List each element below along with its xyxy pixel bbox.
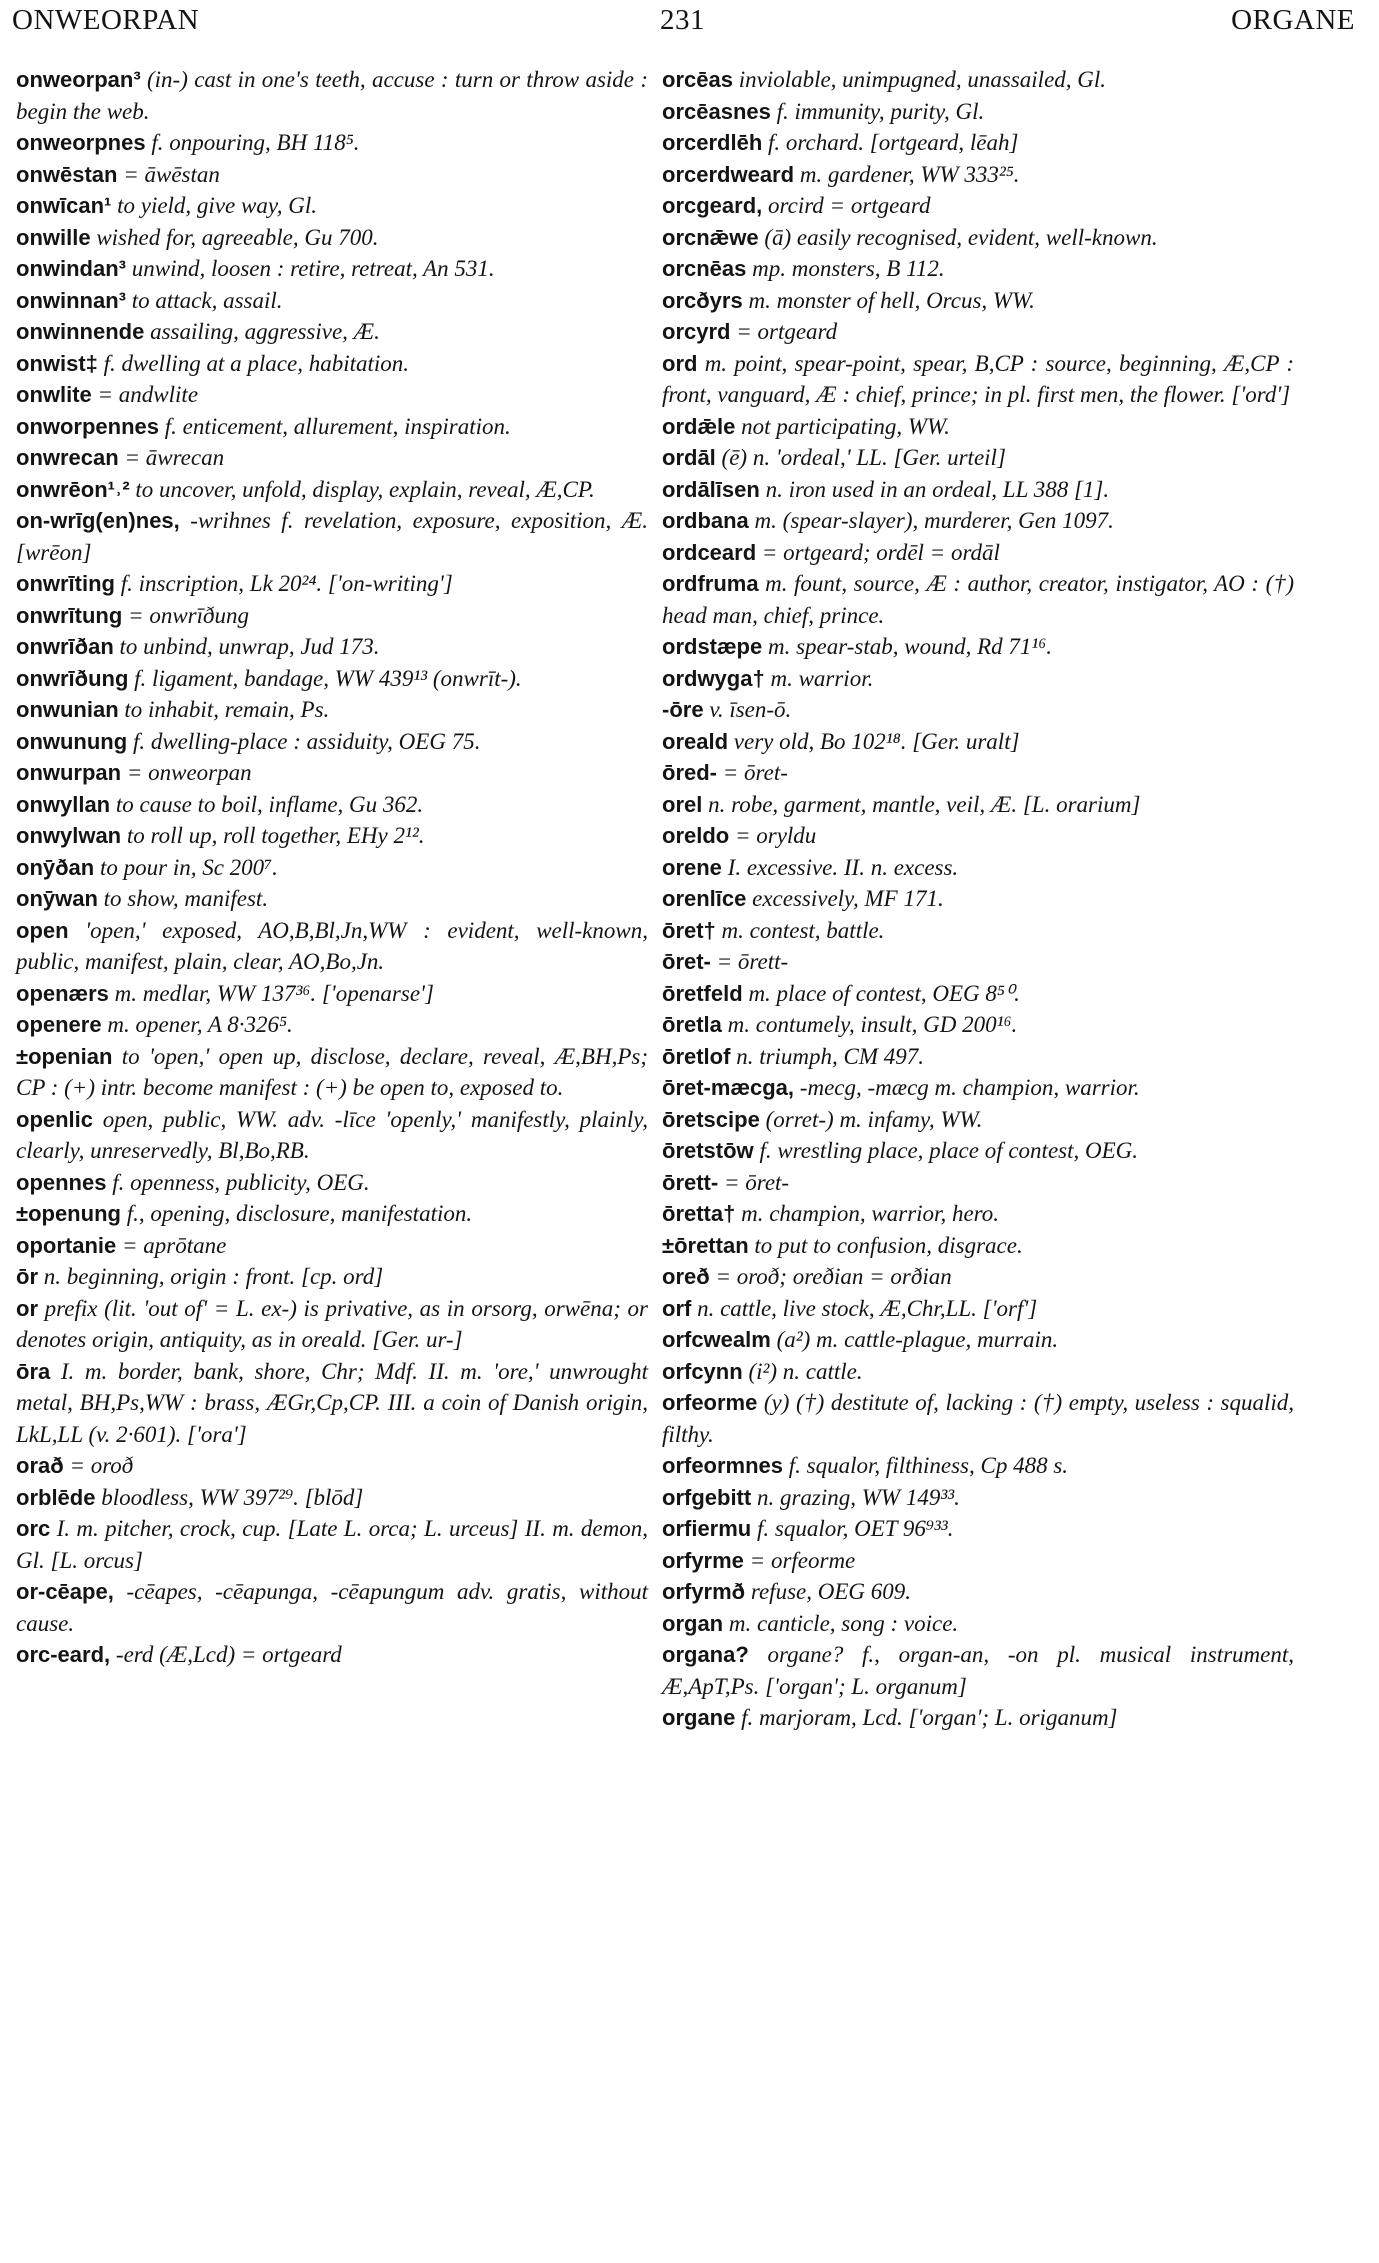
entry-definition: I. m. border, bank, shore, Chr; Mdf. II. m. 'ore,' unwrought metal, BH,Ps,WW : brass, ÆGr,Cp,CP. III. a coin of Danish origin, LkL,LL (v. 2·601). ['ora'] — [16, 1358, 649, 1447]
entry-headword: ōrett- — [662, 1169, 719, 1195]
entry-definition: = āwēstan — [123, 161, 220, 187]
entry-definition: m. contumely, insult, GD 200¹⁶. — [727, 1012, 1018, 1037]
dictionary-entry — [662, 1513, 1294, 1545]
entry-definition: f. orchard. [ortgeard, lēah] — [768, 130, 1019, 155]
entry-definition: I. m. pitcher, crock, cup. [Late L. orca; L. urceus] II. m. demon, Gl. [L. orcus] — [16, 1516, 649, 1573]
entry-headword: onӯwan — [16, 886, 98, 911]
dictionary-entry — [662, 127, 1294, 159]
entry-headword: oreldo — [662, 823, 730, 848]
entry-definition: = ortgeard — [736, 319, 838, 344]
entry-definition: to 'open,' open up, disclose, declare, reveal, Æ,BH,Ps; CP : (+) intr. become manifest : (+) be open to, exposed to. — [16, 1043, 648, 1100]
entry-definition: to uncover, unfold, display, explain, reveal, Æ,CP. — [135, 476, 595, 502]
entry-definition: m. place of contest, OEG 8⁵⁰. — [748, 980, 1020, 1006]
left-column — [16, 64, 648, 1671]
dictionary-entry — [16, 1167, 648, 1199]
entry-definition: n. cattle, live stock, Æ,Chr,LL. ['orf'] — [697, 1295, 1038, 1321]
entry-headword: onwille — [16, 224, 91, 250]
dictionary-entry — [16, 1293, 648, 1356]
entry-headword: openlic — [16, 1106, 94, 1132]
dictionary-entry — [16, 1482, 648, 1514]
entry-headword: oportanie — [16, 1232, 117, 1258]
entry-headword: onwinnan³ — [16, 287, 126, 313]
dictionary-entry — [662, 1009, 1294, 1041]
entry-definition: bloodless, WW 397²⁹. [blōd] — [101, 1484, 364, 1510]
entry-definition: (orret-) m. infamy, WW. — [765, 1106, 983, 1132]
entry-definition: f. squalor, OET 96⁹³³. — [757, 1516, 954, 1541]
dictionary-entry — [662, 64, 1294, 96]
dictionary-entry — [662, 915, 1294, 947]
entry-headword: oreald — [662, 728, 729, 754]
dictionary-entry — [662, 537, 1294, 569]
entry-headword: ōred- — [662, 760, 717, 785]
entry-headword: onwrīðan — [16, 634, 114, 659]
dictionary-entry — [16, 1009, 648, 1041]
dictionary-entry — [662, 1230, 1294, 1262]
running-head-last-word: ORGANE — [1231, 4, 1355, 36]
dictionary-entry — [662, 694, 1294, 726]
entry-headword: onwunian — [16, 697, 119, 722]
entry-definition: f. marjoram, Lcd. ['organ'; L. origanum] — [741, 1705, 1118, 1730]
entry-headword: ōra — [16, 1358, 51, 1384]
dictionary-entry — [16, 411, 648, 443]
entry-definition: prefix (lit. 'out of' = L. ex-) is privative, as in orsorg, orwēna; or denotes origin, antiquity, as in oreald. [Ger. ur-] — [16, 1295, 648, 1352]
entry-definition: m. fount, source, Æ : author, creator, instigator, AO : (†) head man, chief, prince. — [662, 571, 1294, 628]
entry-headword: ōret† — [662, 917, 716, 943]
entry-headword: orfgebitt — [662, 1484, 752, 1510]
dictionary-entry — [662, 1135, 1294, 1167]
dictionary-entry — [16, 820, 648, 852]
dictionary-entry — [662, 96, 1294, 128]
entry-definition: = oroð — [69, 1453, 134, 1478]
entry-headword: onwrīðung — [16, 665, 129, 691]
entry-definition: n. grazing, WW 149³³. — [756, 1484, 960, 1510]
entry-definition: = onwrīðung — [128, 602, 250, 628]
dictionary-entry — [16, 883, 648, 915]
dictionary-entry — [662, 1639, 1294, 1702]
entry-headword: opennes — [16, 1169, 107, 1195]
entry-headword: organa? — [662, 1642, 749, 1667]
entry-headword: onwrītung — [16, 602, 123, 628]
entry-definition: to cause to boil, inflame, Gu 362. — [115, 791, 424, 817]
dictionary-entry — [662, 1261, 1294, 1293]
entry-headword: ±openung — [16, 1201, 121, 1226]
dictionary-entry — [662, 820, 1294, 852]
dictionary-entry — [662, 159, 1294, 191]
dictionary-entry — [662, 631, 1294, 663]
dictionary-entry — [662, 285, 1294, 317]
entry-headword: orc — [16, 1516, 51, 1541]
entry-headword: orfyrme — [662, 1547, 744, 1573]
entry-headword: ±ōrettan — [662, 1232, 749, 1258]
entry-definition: = ōrett- — [716, 949, 789, 974]
dictionary-entry — [16, 442, 648, 474]
entry-headword: ōretla — [662, 1012, 722, 1037]
entry-definition: n. robe, garment, mantle, veil, Æ. [L. orarium] — [708, 791, 1141, 817]
entry-definition: (in-) cast in one's teeth, accuse : turn or throw aside : begin the web. — [16, 67, 648, 124]
entry-headword: openere — [16, 1012, 102, 1037]
dictionary-entry — [662, 726, 1294, 758]
entry-headword: orað — [16, 1453, 64, 1478]
entry-headword: ordstæpe — [662, 634, 763, 659]
dictionary-entry — [662, 978, 1294, 1010]
dictionary-entry — [16, 474, 648, 506]
entry-definition: excessively, MF 171. — [752, 886, 944, 911]
dictionary-entry — [662, 505, 1294, 537]
entry-headword: on-wrīg(en)nes, — [16, 508, 180, 533]
dictionary-entry — [16, 253, 648, 285]
entry-definition: m. contest, battle. — [721, 917, 885, 943]
dictionary-entry — [662, 1072, 1294, 1104]
dictionary-entry — [16, 222, 648, 254]
entry-headword: ōretscipe — [662, 1106, 760, 1132]
entry-definition: -wrihnes f. revelation, exposure, exposition, Æ. [wrēon] — [16, 508, 649, 565]
dictionary-entry — [662, 946, 1294, 978]
dictionary-entry — [662, 1104, 1294, 1136]
entry-definition: 'open,' exposed, AO,B,Bl,Jn,WW : evident, well-known, public, manifest, plain, clear, AO,Bo,Jn. — [16, 917, 648, 974]
entry-headword: onworpennes — [16, 413, 160, 439]
entry-definition: f. dwelling at a place, habitation. — [103, 350, 410, 376]
dictionary-entry — [16, 1356, 648, 1451]
running-head-first-word: ONWEORPAN — [12, 4, 200, 36]
entry-definition: wished for, agreeable, Gu 700. — [96, 224, 379, 250]
entry-headword: orenlīce — [662, 886, 747, 911]
entry-definition: = oroð; oreðian = orðian — [715, 1264, 952, 1289]
entry-headword: onwunung — [16, 728, 128, 754]
entry-definition: n. beginning, origin : front. [cp. ord] — [43, 1264, 384, 1289]
entry-definition: m. opener, A 8·326⁵. — [107, 1012, 293, 1037]
dictionary-entry — [16, 1639, 648, 1671]
entry-definition: to pour in, Sc 200⁷. — [99, 854, 278, 880]
entry-definition: open, public, WW. adv. -līce 'openly,' manifestly, plainly, clearly, unreservedly, Bl,Bo,RB. — [16, 1106, 648, 1163]
entry-definition: to attack, assail. — [131, 287, 283, 313]
dictionary-entry — [16, 568, 648, 600]
entry-headword: orcerdlēh — [662, 130, 763, 155]
dictionary-entry — [662, 1450, 1294, 1482]
entry-headword: ordwyga† — [662, 665, 765, 691]
entry-definition: f. openness, publicity, OEG. — [112, 1169, 370, 1195]
page-header — [10, 4, 1355, 44]
entry-definition: f. squalor, filthiness, Cp 488 s. — [788, 1453, 1069, 1478]
entry-headword: onwindan³ — [16, 256, 126, 281]
entry-definition: f. inscription, Lk 20²⁴. ['on-writing'] — [120, 571, 453, 596]
dictionary-entry — [662, 1293, 1294, 1325]
entry-definition: not participating, WW. — [741, 413, 950, 439]
entry-headword: onwrīting — [16, 571, 115, 596]
entry-headword: onwylwan — [16, 823, 122, 848]
entry-definition: v. īsen-ō. — [709, 697, 792, 722]
dictionary-entry — [16, 159, 648, 191]
dictionary-entry — [662, 568, 1294, 631]
dictionary-entry — [16, 1576, 648, 1639]
dictionary-entry — [662, 789, 1294, 821]
entry-headword: ōretstōw — [662, 1138, 754, 1163]
entry-definition: -erd (Æ,Lcd) = ortgeard — [115, 1642, 342, 1667]
dictionary-entry — [662, 442, 1294, 474]
dictionary-entry — [662, 663, 1294, 695]
entry-definition: to roll up, roll together, EHy 2¹². — [126, 823, 425, 848]
entry-headword: orcēas — [662, 67, 733, 92]
dictionary-entry — [16, 379, 648, 411]
dictionary-entry — [662, 348, 1294, 411]
dictionary-entry — [16, 915, 648, 978]
entry-headword: onwīcan¹ — [16, 193, 112, 218]
dictionary-entry — [16, 1261, 648, 1293]
entry-headword: orc-eard, — [16, 1642, 111, 1667]
dictionary-entry — [16, 789, 648, 821]
entry-definition: inviolable, unimpugned, unassailed, Gl. — [738, 67, 1107, 92]
dictionary-entry — [662, 1167, 1294, 1199]
entry-definition: = orfeorme — [749, 1547, 856, 1573]
dictionary-entry — [16, 1041, 648, 1104]
entry-headword: onwrecan — [16, 445, 119, 470]
entry-headword: orfcwealm — [662, 1327, 771, 1352]
dictionary-entry — [16, 285, 648, 317]
dictionary-entry — [662, 1041, 1294, 1073]
entry-definition: refuse, OEG 609. — [750, 1579, 911, 1604]
entry-definition: f. ligament, bandage, WW 439¹³ (onwrīt-). — [134, 665, 522, 691]
entry-definition: (y) (†) destitute of, lacking : (†) empty, useless : squalid, filthy. — [662, 1390, 1294, 1447]
dictionary-entry — [662, 1482, 1294, 1514]
entry-definition: m. medlar, WW 137³⁶. ['openarse'] — [114, 980, 434, 1006]
entry-headword: orfeormnes — [662, 1453, 784, 1478]
dictionary-entry — [16, 1104, 648, 1167]
dictionary-entry — [16, 600, 648, 632]
entry-headword: ōretfeld — [662, 980, 743, 1006]
dictionary-entry — [16, 127, 648, 159]
entry-definition: mp. monsters, B 112. — [752, 256, 945, 281]
entry-definition: m. spear-stab, wound, Rd 71¹⁶. — [768, 634, 1053, 659]
entry-headword: ±openian — [16, 1043, 113, 1069]
entry-headword: orcnēas — [662, 256, 747, 281]
entry-headword: onwlite — [16, 382, 92, 407]
dictionary-entry — [662, 1356, 1294, 1388]
entry-headword: or-cēape, — [16, 1579, 114, 1604]
dictionary-entry — [16, 663, 648, 695]
entry-definition: assailing, aggressive, Æ. — [150, 319, 380, 344]
entry-headword: onwurpan — [16, 760, 122, 785]
entry-definition: f., opening, disclosure, manifestation. — [126, 1201, 473, 1226]
entry-headword: oreð — [662, 1264, 710, 1289]
entry-definition: (i²) n. cattle. — [748, 1358, 863, 1384]
entry-headword: ordbana — [662, 508, 749, 533]
dictionary-entry — [16, 190, 648, 222]
entry-definition: -cēapes, -cēapunga, -cēapungum adv. gratis, without cause. — [16, 1579, 648, 1636]
entry-headword: onwēstan — [16, 161, 118, 187]
dictionary-entry — [662, 883, 1294, 915]
entry-definition: f. dwelling-place : assiduity, OEG 75. — [132, 728, 481, 754]
entry-headword: onwist‡ — [16, 350, 98, 376]
page-number: 231 — [660, 4, 705, 36]
entry-definition: m. point, spear-point, spear, B,CP : source, beginning, Æ,CP : front, vanguard, Æ : chief, prince; in pl. first men, the flower. ['ord'] — [662, 350, 1295, 407]
entry-headword: ordceard — [662, 539, 757, 565]
entry-definition: m. gardener, WW 333²⁵. — [799, 161, 1020, 187]
entry-headword: ōret-mæcga, — [662, 1075, 795, 1100]
entry-definition: = oryldu — [734, 823, 817, 848]
entry-definition: orcird = ortgeard — [768, 193, 931, 218]
dictionary-entry — [662, 411, 1294, 443]
right-column — [662, 64, 1294, 1734]
entry-headword: orblēde — [16, 1484, 96, 1510]
entry-headword: orcgeard, — [662, 193, 763, 218]
entry-definition: m. champion, warrior, hero. — [741, 1201, 1000, 1226]
entry-headword: open — [16, 917, 69, 943]
entry-definition: I. excessive. II. n. excess. — [727, 854, 959, 880]
dictionary-entry — [662, 222, 1294, 254]
entry-headword: -ōre — [662, 697, 704, 722]
entry-headword: onӯðan — [16, 854, 95, 880]
dictionary-entry — [16, 978, 648, 1010]
entry-headword: onweorpan³ — [16, 67, 141, 92]
entry-definition: organe? f., organ-an, -on pl. musical instrument, Æ,ApT,Ps. ['organ'; L. organum] — [662, 1642, 1294, 1699]
entry-headword: orcnǣwe — [662, 224, 759, 250]
entry-definition: = onweorpan — [126, 760, 252, 785]
entry-definition: (ē) n. 'ordeal,' LL. [Ger. urteil] — [721, 445, 1006, 470]
entry-headword: orcerdweard — [662, 161, 795, 187]
dictionary-entry — [662, 474, 1294, 506]
dictionary-entry — [662, 316, 1294, 348]
entry-definition: f. wrestling place, place of contest, OEG. — [759, 1138, 1139, 1163]
dictionary-entry — [662, 253, 1294, 285]
dictionary-entry — [662, 1576, 1294, 1608]
entry-headword: ordǣle — [662, 413, 736, 439]
dictionary-entry — [662, 1608, 1294, 1640]
dictionary-entry — [662, 190, 1294, 222]
entry-headword: ordfruma — [662, 571, 759, 596]
entry-definition: m. canticle, song : voice. — [728, 1610, 959, 1636]
entry-headword: orcðyrs — [662, 287, 743, 313]
dictionary-entry — [16, 316, 648, 348]
entry-definition: f. immunity, purity, Gl. — [776, 98, 985, 124]
entry-definition: = ōret- — [722, 760, 788, 785]
entry-definition: to put to confusion, disgrace. — [754, 1232, 1023, 1258]
entry-headword: orfyrmð — [662, 1579, 746, 1604]
entry-definition: = aprōtane — [121, 1232, 227, 1258]
entry-definition: = andwlite — [97, 382, 199, 407]
entry-definition: f. onpouring, BH 118⁵. — [151, 130, 360, 155]
entry-definition: m. warrior. — [770, 665, 874, 691]
dictionary-entry — [16, 726, 648, 758]
entry-headword: orcēasnes — [662, 98, 771, 124]
dictionary-entry — [662, 757, 1294, 789]
entry-headword: orene — [662, 854, 722, 880]
entry-definition: unwind, loosen : retire, retreat, An 531. — [131, 256, 495, 281]
dictionary-entry — [16, 1450, 648, 1482]
dictionary-entry — [16, 694, 648, 726]
dictionary-entry — [662, 1324, 1294, 1356]
entry-definition: n. triumph, CM 497. — [736, 1043, 925, 1069]
entry-headword: onwinnende — [16, 319, 145, 344]
entry-definition: = ōret- — [723, 1169, 790, 1195]
entry-headword: onweorpnes — [16, 130, 146, 155]
dictionary-entry — [662, 852, 1294, 884]
entry-headword: orcyrd — [662, 319, 731, 344]
dictionary-entry — [16, 631, 648, 663]
entry-definition: to inhabit, remain, Ps. — [124, 697, 330, 722]
entry-headword: ordālīsen — [662, 476, 760, 502]
entry-definition: to yield, give way, Gl. — [117, 193, 318, 218]
entry-headword: orfiermu — [662, 1516, 752, 1541]
entry-headword: ōr — [16, 1264, 38, 1289]
dictionary-entry — [16, 1230, 648, 1262]
entry-definition: to unbind, unwrap, Jud 173. — [119, 634, 380, 659]
entry-headword: ōretlof — [662, 1043, 731, 1069]
entry-headword: ōret- — [662, 949, 711, 974]
dictionary-entry — [16, 348, 648, 380]
entry-definition: -mecg, -mæcg m. champion, warrior. — [799, 1075, 1140, 1100]
entry-definition: n. iron used in an ordeal, LL 388 [1]. — [765, 476, 1110, 502]
dictionary-entry — [662, 1198, 1294, 1230]
entry-definition: = ortgeard; ordēl = ordāl — [761, 539, 1000, 565]
entry-headword: orfcynn — [662, 1358, 743, 1384]
dictionary-entry — [16, 1513, 648, 1576]
dictionary-entry — [16, 64, 648, 127]
entry-definition: = āwrecan — [124, 445, 225, 470]
entry-headword: orf — [662, 1295, 692, 1321]
entry-headword: openærs — [16, 980, 109, 1006]
entry-definition: m. monster of hell, Orcus, WW. — [748, 287, 1035, 313]
entry-definition: m. (spear-slayer), murderer, Gen 1097. — [754, 508, 1114, 533]
dictionary-entry — [16, 505, 648, 568]
entry-headword: ord — [662, 350, 698, 376]
entry-headword: onwyllan — [16, 791, 111, 817]
entry-headword: onwrēon¹˒² — [16, 476, 130, 502]
entry-definition: very old, Bo 102¹⁸. [Ger. uralt] — [733, 728, 1020, 754]
dictionary-entry — [16, 757, 648, 789]
entry-definition: (ā) easily recognised, evident, well-known. — [764, 224, 1158, 250]
entry-headword: organe — [662, 1705, 736, 1730]
entry-headword: orfeorme — [662, 1390, 758, 1415]
entry-definition: f. enticement, allurement, inspiration. — [164, 413, 511, 439]
dictionary-entry — [16, 852, 648, 884]
entry-headword: ōretta† — [662, 1201, 736, 1226]
entry-headword: or — [16, 1295, 38, 1321]
dictionary-entry — [662, 1545, 1294, 1577]
entry-definition: to show, manifest. — [103, 886, 269, 911]
entry-headword: organ — [662, 1610, 724, 1636]
entry-definition: (a²) m. cattle-plague, murrain. — [776, 1327, 1059, 1352]
entry-headword: ordāl — [662, 445, 716, 470]
entry-headword: orel — [662, 791, 703, 817]
dictionary-entry — [16, 1198, 648, 1230]
dictionary-entry — [662, 1387, 1294, 1450]
dictionary-entry — [662, 1702, 1294, 1734]
